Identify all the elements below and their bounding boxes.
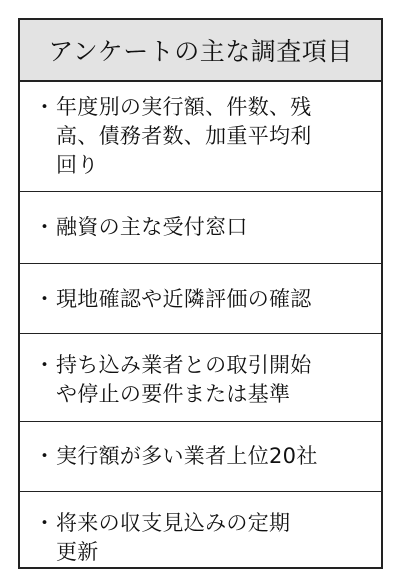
item-text-line: 回り: [56, 153, 99, 178]
bullet: ・: [34, 95, 55, 120]
item-text-line: 持ち込み業者との取引開始: [56, 353, 312, 378]
item-text: [56, 351, 375, 409]
bullet: ・: [34, 510, 55, 535]
list-item: [20, 192, 381, 264]
item-text-line: 実行額が多い業者上位20社: [56, 444, 318, 469]
bullet: ・: [34, 444, 55, 469]
item-text-line: 現地確認や近隣評価の確認: [56, 286, 312, 311]
list-item: [20, 422, 381, 492]
bullet: ・: [34, 353, 55, 378]
item-text-line: 将来の収支見込みの定期: [56, 510, 291, 535]
list-item: [20, 492, 381, 567]
item-text: [56, 213, 375, 242]
list-item: [20, 82, 381, 192]
table-title: アンケートの主な調査項目: [48, 37, 353, 67]
list-item: [20, 264, 381, 335]
item-text: [56, 285, 375, 314]
item-text: [56, 442, 375, 471]
item-text-line: 年度別の実行額、件数、残: [56, 95, 312, 120]
item-text-line: 高、債務者数、加重平均利: [56, 124, 312, 149]
bullet: ・: [34, 286, 55, 311]
item-text-line: 融資の主な受付窓口: [56, 214, 248, 239]
item-text: [56, 93, 375, 180]
item-text: [56, 509, 375, 567]
list-item: [20, 334, 381, 422]
bullet: ・: [34, 214, 55, 239]
table-header: [20, 20, 381, 82]
item-text-line: や停止の要件または基準: [56, 382, 291, 407]
item-text-line: 更新: [56, 539, 99, 564]
survey-items-table: [18, 18, 383, 569]
